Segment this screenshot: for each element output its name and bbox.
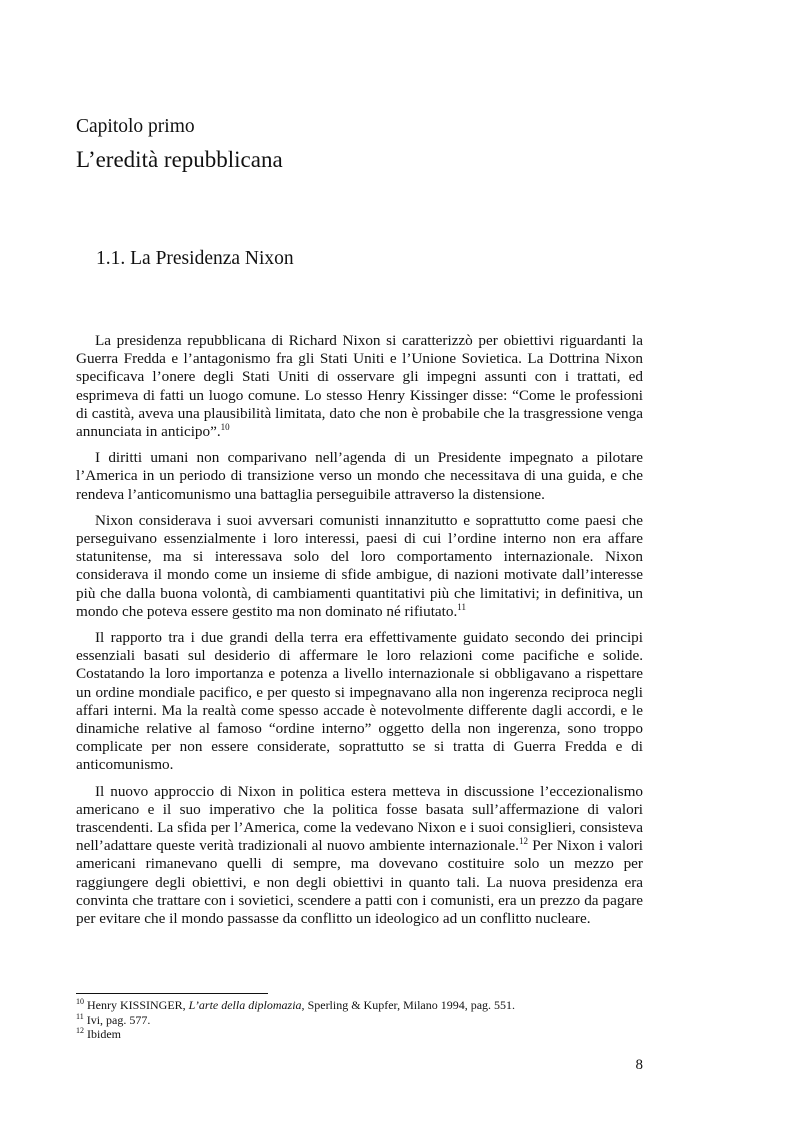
footnote-reference: 11 xyxy=(457,601,466,612)
paragraph xyxy=(76,332,643,441)
footnote-number: 10 xyxy=(76,997,84,1006)
paragraph-text: Il rapporto tra i due grandi della terra era effettivamente guidato secondo dei principi essenziali basati sul desiderio di affermare le loro relazioni come pacifiche e solide. Costatando la loro importanza e potenza a livello internazionale si obbligavano a rispettare un ordine mondiale pacifico, e per questo si impegnavano alla non ingerenza reciproca negli affari interni. Ma la realtà come spesso accade è notevolmente differente dagli accordi, e le dinamiche relative al famoso “ordine interno” oggetto della non ingerenza, sono troppo complicate per non essere considerate, soprattutto se si tratta di Guerra Fredda e di anticomunismo. xyxy=(76,629,643,774)
footnote-text: Henry KISSINGER, xyxy=(84,998,189,1012)
footnote xyxy=(76,1013,643,1028)
footnote-text: Ibidem xyxy=(84,1027,121,1041)
footnote-number: 11 xyxy=(76,1011,84,1021)
body-text xyxy=(76,332,643,936)
footnote-text: Ivi, pag. 577. xyxy=(83,1012,151,1027)
paragraph-text: Per Nixon i valori americani rimanevano quelli di sempre, ma dovevano costituire solo un mezzo per raggiungere degli obiettivi, e non degli obiettivi in quanto tali. La nuova presidenza era convinta che trattare con i sovietici, scendere a patti con i comunisti, era un prezzo da pagare per evitare che il mondo passasse da conflitto un ideologico ad un conflitto nucleare. xyxy=(76,837,644,928)
paragraph xyxy=(76,783,643,929)
paragraph xyxy=(76,512,643,621)
footnote xyxy=(76,998,643,1013)
chapter-title: L’eredità repubblicana xyxy=(76,147,283,172)
paragraph xyxy=(76,629,643,775)
footnote-reference: 12 xyxy=(518,836,528,847)
footnote xyxy=(76,1027,643,1042)
footnote-reference: 10 xyxy=(220,421,230,432)
paragraph-text: I diritti umani non comparivano nell’agenda di un Presidente impegnato a pilotare l’America in un periodo di transizione verso un mondo che necessitava di una guida, e che rendeva l’anticomunismo una battaglia perseguibile attraverso la distensione. xyxy=(76,449,643,503)
section-title: 1.1. La Presidenza Nixon xyxy=(96,248,294,269)
footnote-divider xyxy=(76,993,268,994)
paragraph-text: Nixon considerava i suoi avversari comunisti innanzitutto e soprattutto come paesi che perseguivano essenzialmente i loro interessi, paesi di cui l’ordine interno non era affare statunitense, ma si interessava solo del loro comportamento internazionale. Nixon considerava il mondo come un insieme di sfide ambigue, di nazioni motivate dall’interesse più che dalla buona volontà, di cambiamenti quantitativi più che limitativi; in definitiva, un mondo che poteva essere gestito ma non dominato né rifiutato. xyxy=(76,511,643,620)
paragraph xyxy=(76,449,643,504)
paragraph-text: Il nuovo approccio di Nixon in politica estera metteva in discussione l’eccezionalismo americano e il suo imperativo che la politica fosse basata sull’affermazione di valori trascendenti. La sfida per l’America, come la vedevano Nixon e i suoi consiglieri, consisteva nell’adattare queste verità tradizionali al nuovo ambiente internazionale. xyxy=(76,782,643,855)
footnote-text: Sperling & Kupfer, Milano 1994, pag. 551. xyxy=(304,998,516,1012)
page-number: 8 xyxy=(635,1057,643,1073)
footnote-book-title: L’arte della diplomazia, xyxy=(188,998,305,1012)
footnote-number: 12 xyxy=(76,1026,84,1035)
chapter-label: Capitolo primo xyxy=(76,116,195,137)
footnotes xyxy=(76,998,643,1042)
paragraph-text: La presidenza repubblicana di Richard Nixon si caratterizzò per obiettivi riguardanti la Guerra Fredda e l’antagonismo fra gli Stati Uniti e l’Unione Sovietica. La Dottrina Nixon specificava l’onere degli Stati Uniti di osservare gli impegni assunti con i trattati, ed esprimeva di fatti un luogo comune. Lo stesso Henry Kissinger disse: “Come le professioni di castità, aveva una plausibilità limitata, dato che non è probabile che la trasgressione venga annunciata in anticipo”. xyxy=(76,332,643,441)
